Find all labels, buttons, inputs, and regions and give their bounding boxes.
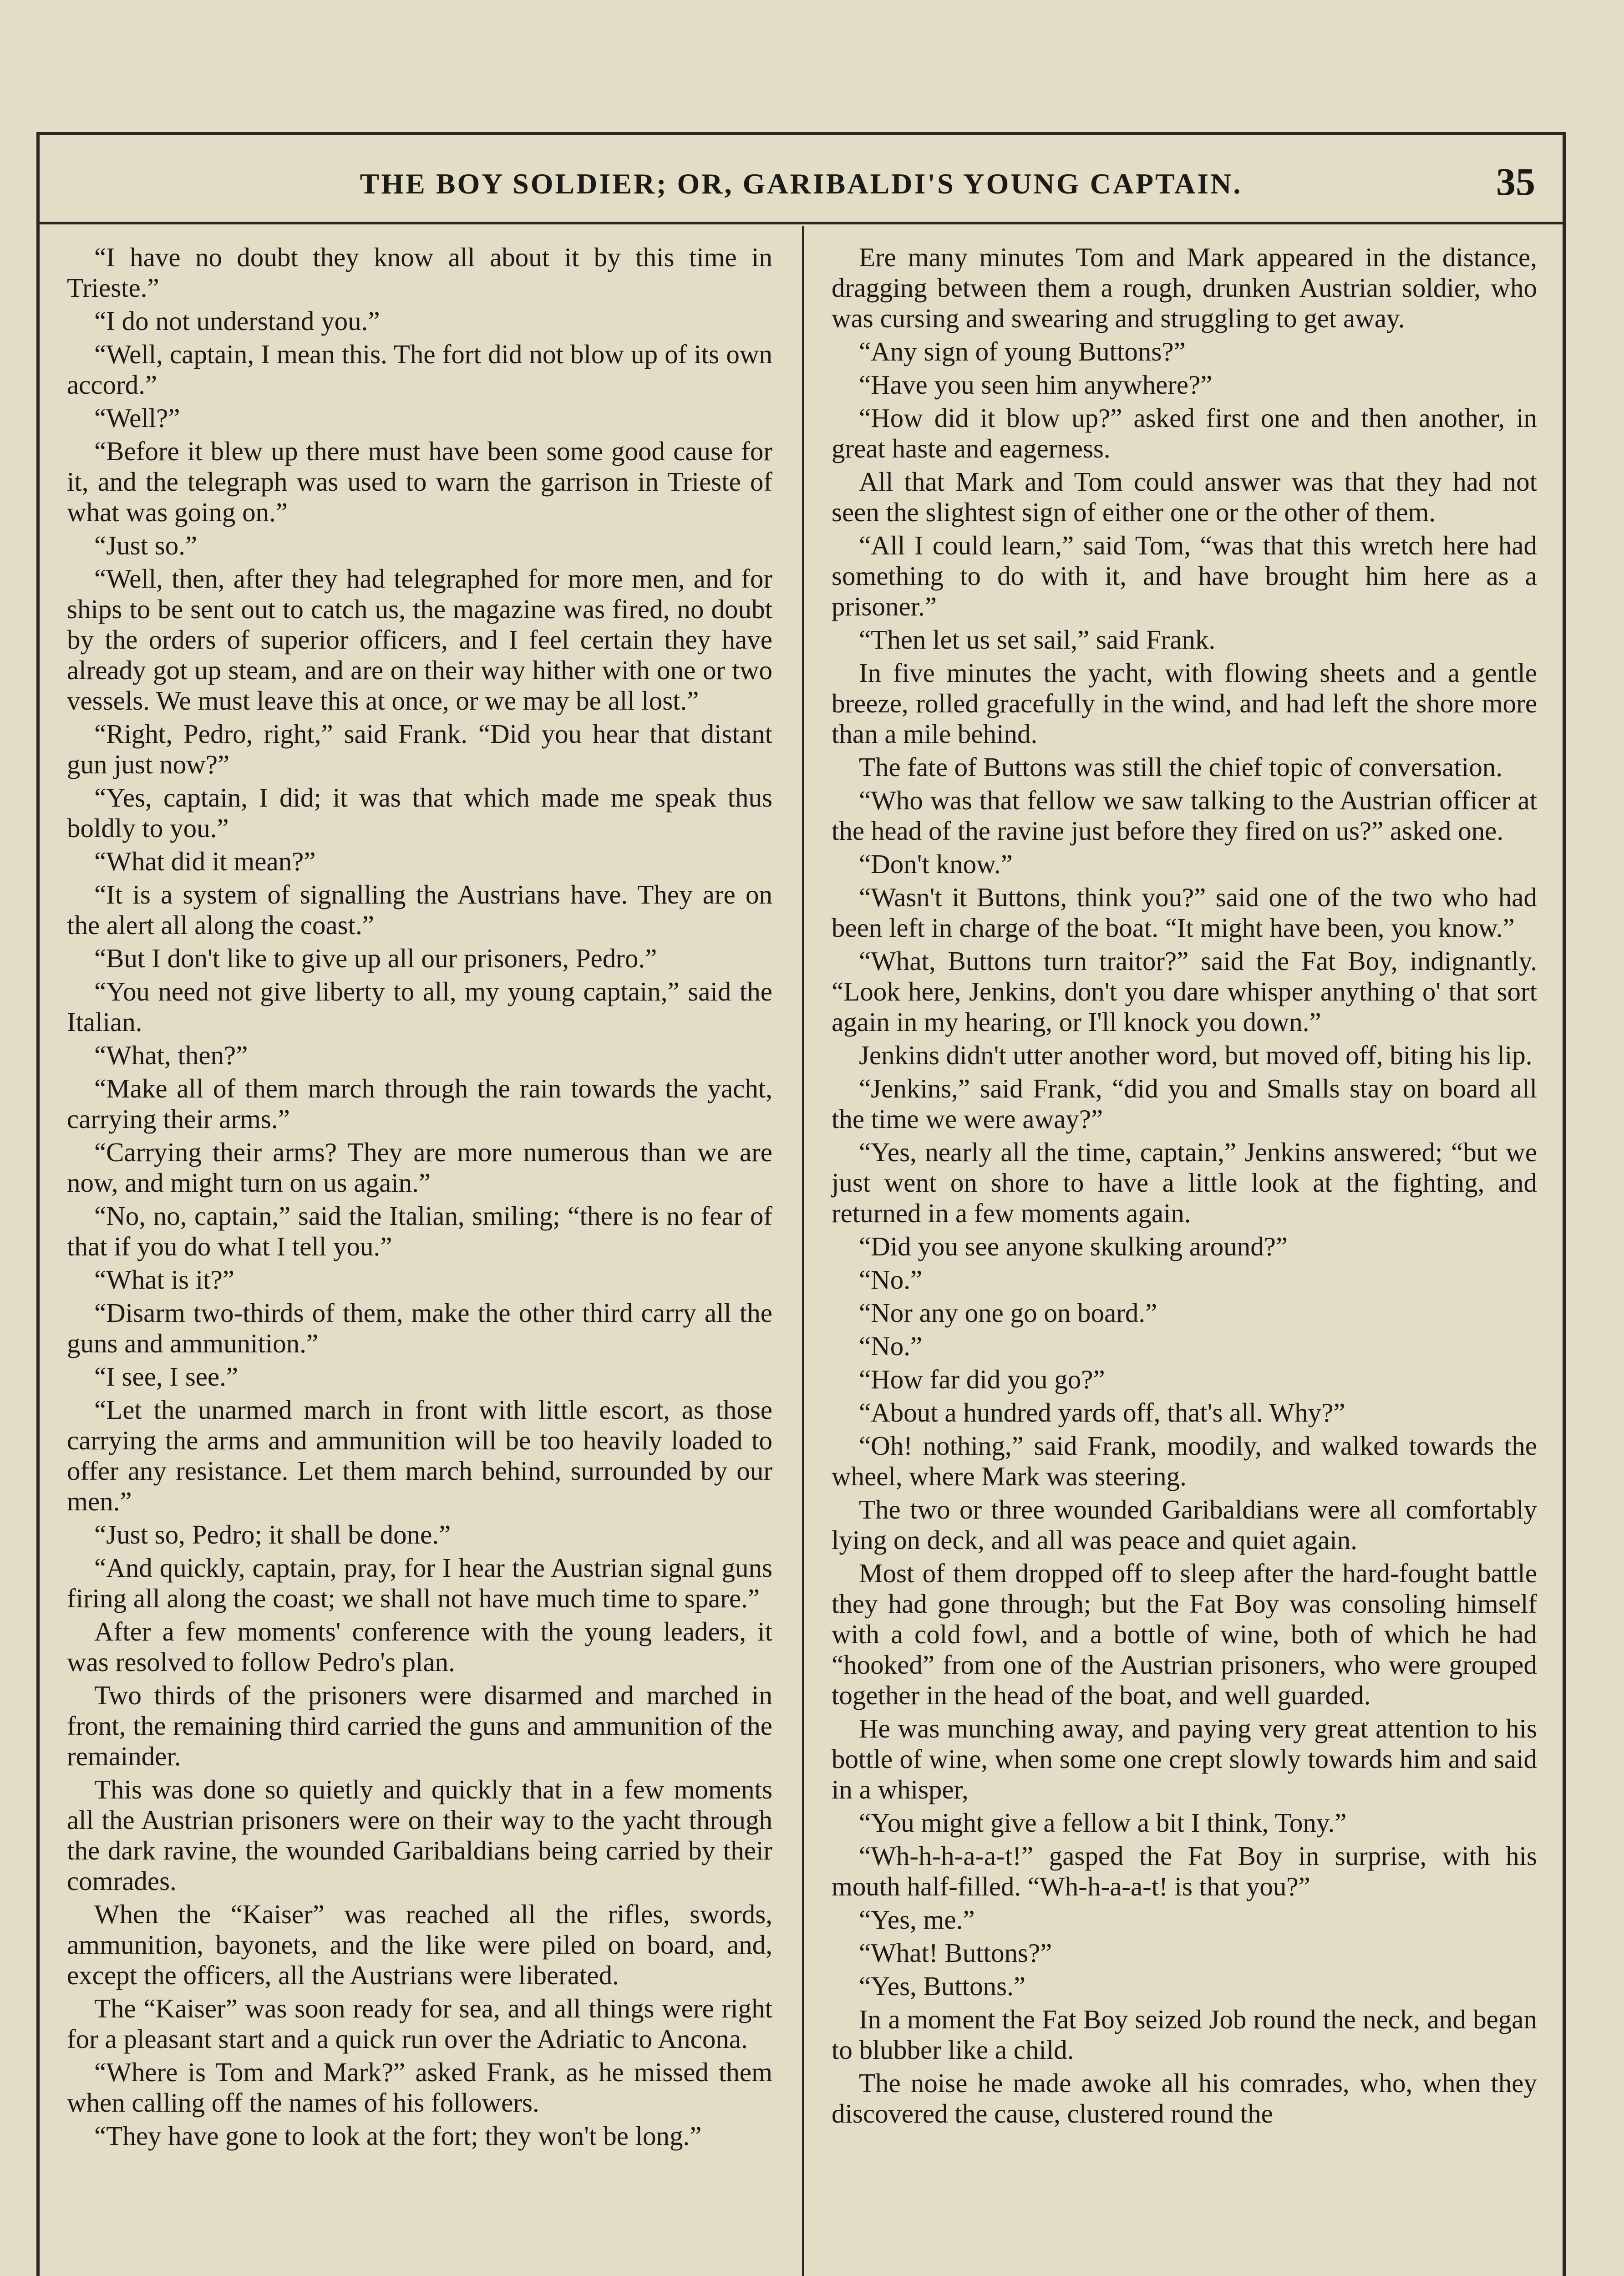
running-title: THE BOY SOLDIER; OR, GARIBALDI'S YOUNG CAPTAIN. xyxy=(360,168,1243,200)
paragraph: “They have gone to look at the fort; they won't be long.” xyxy=(94,2121,702,2151)
paragraph: After a few moments' conference with the young leaders, it was resolved to follow Pedro's plan. xyxy=(67,1616,772,1677)
paragraph: “Yes, me.” xyxy=(859,1905,975,1935)
paragraph: The “Kaiser” was soon ready for sea, and all things were right for a pleasant start and a quick run over the Adriatic to Ancona. xyxy=(67,1993,772,2054)
paragraph: “Just so, Pedro; it shall be done.” xyxy=(94,1519,451,1550)
paragraph: Jenkins didn't utter another word, but moved off, biting his lip. xyxy=(859,1040,1533,1070)
page-number: 35 xyxy=(1496,160,1535,203)
paragraph: “Wh-h-h-a-a-t!” gasped the Fat Boy in surprise, with his mouth half-filled. “Wh-h-a-a-t! is that you?” xyxy=(832,1841,1537,1901)
paragraph: “How did it blow up?” asked first one and then another, in great haste and eagerness. xyxy=(832,403,1537,463)
paragraph: Most of them dropped off to sleep after the hard-fought battle they had gone through; but the Fat Boy was consoling himself with a cold fowl, and a bottle of wine, both of which he had “hooked” from one of the Austrian prisoners, who were grouped together in the head of the boat, and well guarded. xyxy=(832,1558,1537,1710)
left-column xyxy=(67,242,772,2154)
paragraph: “What did it mean?” xyxy=(94,846,316,876)
paragraph: “About a hundred yards off, that's all. Why?” xyxy=(859,1397,1345,1428)
paragraph: The two or three wounded Garibaldians were all comfortably lying on deck, and all was peace and quiet again. xyxy=(832,1494,1537,1555)
paragraph: “Yes, captain, I did; it was that which made me speak thus boldly to you.” xyxy=(67,782,772,843)
paragraph: “No.” xyxy=(859,1331,923,1361)
paragraph: “Right, Pedro, right,” said Frank. “Did you hear that distant gun just now?” xyxy=(67,719,772,779)
paragraph: “Did you see anyone skulking around?” xyxy=(859,1231,1288,1261)
paragraph: This was done so quietly and quickly that in a few moments all the Austrian prisoners were on their way to the yacht through the dark ravine, the wounded Garibaldians being carried by their comrades. xyxy=(67,1774,772,1896)
paragraph: “Nor any one go on board.” xyxy=(859,1298,1157,1328)
column-divider xyxy=(802,226,804,2276)
paragraph: “Well, then, after they had telegraphed for more men, and for ships to be sent out to catch us, the magazine was fired, no doubt by the orders of superior officers, and I feel certain they have already got up steam, and are on their way hither with one or two vessels. We must leave this at once, or we may be all lost.” xyxy=(67,564,772,716)
paragraph: “You need not give liberty to all, my young captain,” said the Italian. xyxy=(67,976,772,1037)
paragraph: “Any sign of young Buttons?” xyxy=(859,336,1186,366)
paragraph: “Just so.” xyxy=(94,530,198,560)
paragraph: “And quickly, captain, pray, for I hear the Austrian signal guns firing all along the coast; we shall not have much time to spare.” xyxy=(67,1553,772,1613)
paragraph: “Have you seen him anywhere?” xyxy=(859,370,1213,400)
paragraph: “Yes, nearly all the time, captain,” Jenkins answered; “but we just went on shore to have a little look at the fighting, and returned in a few moments again. xyxy=(832,1137,1537,1228)
paragraph: “Jenkins,” said Frank, “did you and Smalls stay on board all the time we were away?” xyxy=(832,1073,1537,1134)
paragraph: “I have no doubt they know all about it by this time in Trieste.” xyxy=(67,242,772,303)
paragraph: “I see, I see.” xyxy=(94,1362,239,1392)
paragraph: “Then let us set sail,” said Frank. xyxy=(859,625,1216,655)
paragraph: In a moment the Fat Boy seized Job round the neck, and began to blubber like a child. xyxy=(832,2004,1537,2065)
paragraph: “But I don't like to give up all our prisoners, Pedro.” xyxy=(94,943,657,973)
paragraph: “Well, captain, I mean this. The fort did not blow up of its own accord.” xyxy=(67,339,772,400)
paragraph: He was munching away, and paying very great attention to his bottle of wine, when some one crept slowly towards him and said in a whisper, xyxy=(832,1713,1537,1804)
paragraph: “Disarm two-thirds of them, make the other third carry all the guns and ammunition.” xyxy=(67,1298,772,1358)
paragraph: Two thirds of the prisoners were disarmed and marched in front, the remaining third carried the guns and ammunition of the remainder. xyxy=(67,1680,772,1771)
paragraph: “How far did you go?” xyxy=(859,1364,1105,1394)
paragraph: Ere many minutes Tom and Mark appeared in the distance, dragging between them a rough, drunken Austrian soldier, who was cursing and swearing and struggling to get away. xyxy=(832,242,1537,333)
paragraph: “Who was that fellow we saw talking to the Austrian officer at the head of the ravine just before they fired on us?” asked one. xyxy=(832,785,1537,846)
paragraph: When the “Kaiser” was reached all the rifles, swords, ammunition, bayonets, and the like were piled on board, and, except the officers, all the Austrians were liberated. xyxy=(67,1899,772,1990)
paragraph: “All I could learn,” said Tom, “was that this wretch here had something to do with it, and have brought him here as a prisoner.” xyxy=(832,530,1537,621)
paragraph: “Let the unarmed march in front with little escort, as those carrying the arms and ammunition will be too heavily loaded to offer any resistance. Let them march behind, surrounded by our men.” xyxy=(67,1395,772,1516)
paragraph: “Don't know.” xyxy=(859,849,1013,879)
paragraph: “It is a system of signalling the Austrians have. They are on the alert all along the coast.” xyxy=(67,879,772,940)
running-head xyxy=(40,135,1563,224)
paragraph: “No, no, captain,” said the Italian, smiling; “there is no fear of that if you do what I tell you.” xyxy=(67,1201,772,1261)
paragraph: The noise he made awoke all his comrades, who, when they discovered the cause, clustered round the xyxy=(832,2068,1537,2129)
paragraph: “Wasn't it Buttons, think you?” said one of the two who had been left in charge of the boat. “It might have been, you know.” xyxy=(832,882,1537,943)
paragraph: “Oh! nothing,” said Frank, moodily, and walked towards the wheel, where Mark was steering. xyxy=(832,1431,1537,1491)
paragraph: “Where is Tom and Mark?” asked Frank, as he missed them when calling off the names of his followers. xyxy=(67,2057,772,2118)
paragraph: The fate of Buttons was still the chief topic of conversation. xyxy=(859,752,1502,782)
page-frame xyxy=(36,132,1566,2276)
paragraph: “Make all of them march through the rain towards the yacht, carrying their arms.” xyxy=(67,1073,772,1134)
paragraph: “Yes, Buttons.” xyxy=(859,1971,1026,2001)
paragraph: “What is it?” xyxy=(94,1265,234,1295)
right-column xyxy=(832,242,1537,2132)
paragraph: “Carrying their arms? They are more numerous than we are now, and might turn on us again.” xyxy=(67,1137,772,1198)
paragraph: “What! Buttons?” xyxy=(859,1938,1052,1968)
paragraph: “Before it blew up there must have been some good cause for it, and the telegraph was used to warn the garrison in Trieste of what was going on.” xyxy=(67,436,772,527)
paragraph: All that Mark and Tom could answer was that they had not seen the slightest sign of either one or the other of them. xyxy=(832,467,1537,527)
paragraph: “What, Buttons turn traitor?” said the Fat Boy, indignantly. “Look here, Jenkins, don't you dare whisper anything o' that sort again in my hearing, or I'll knock you down.” xyxy=(832,946,1537,1037)
paragraph: “I do not understand you.” xyxy=(94,306,380,336)
paragraph: “Well?” xyxy=(94,403,180,433)
paragraph: “What, then?” xyxy=(94,1040,248,1070)
paragraph: “No.” xyxy=(859,1265,923,1295)
paragraph: In five minutes the yacht, with flowing sheets and a gentle breeze, rolled gracefully in the wind, and had left the shore more than a mile behind. xyxy=(832,658,1537,749)
paragraph: “You might give a fellow a bit I think, Tony.” xyxy=(859,1808,1347,1838)
